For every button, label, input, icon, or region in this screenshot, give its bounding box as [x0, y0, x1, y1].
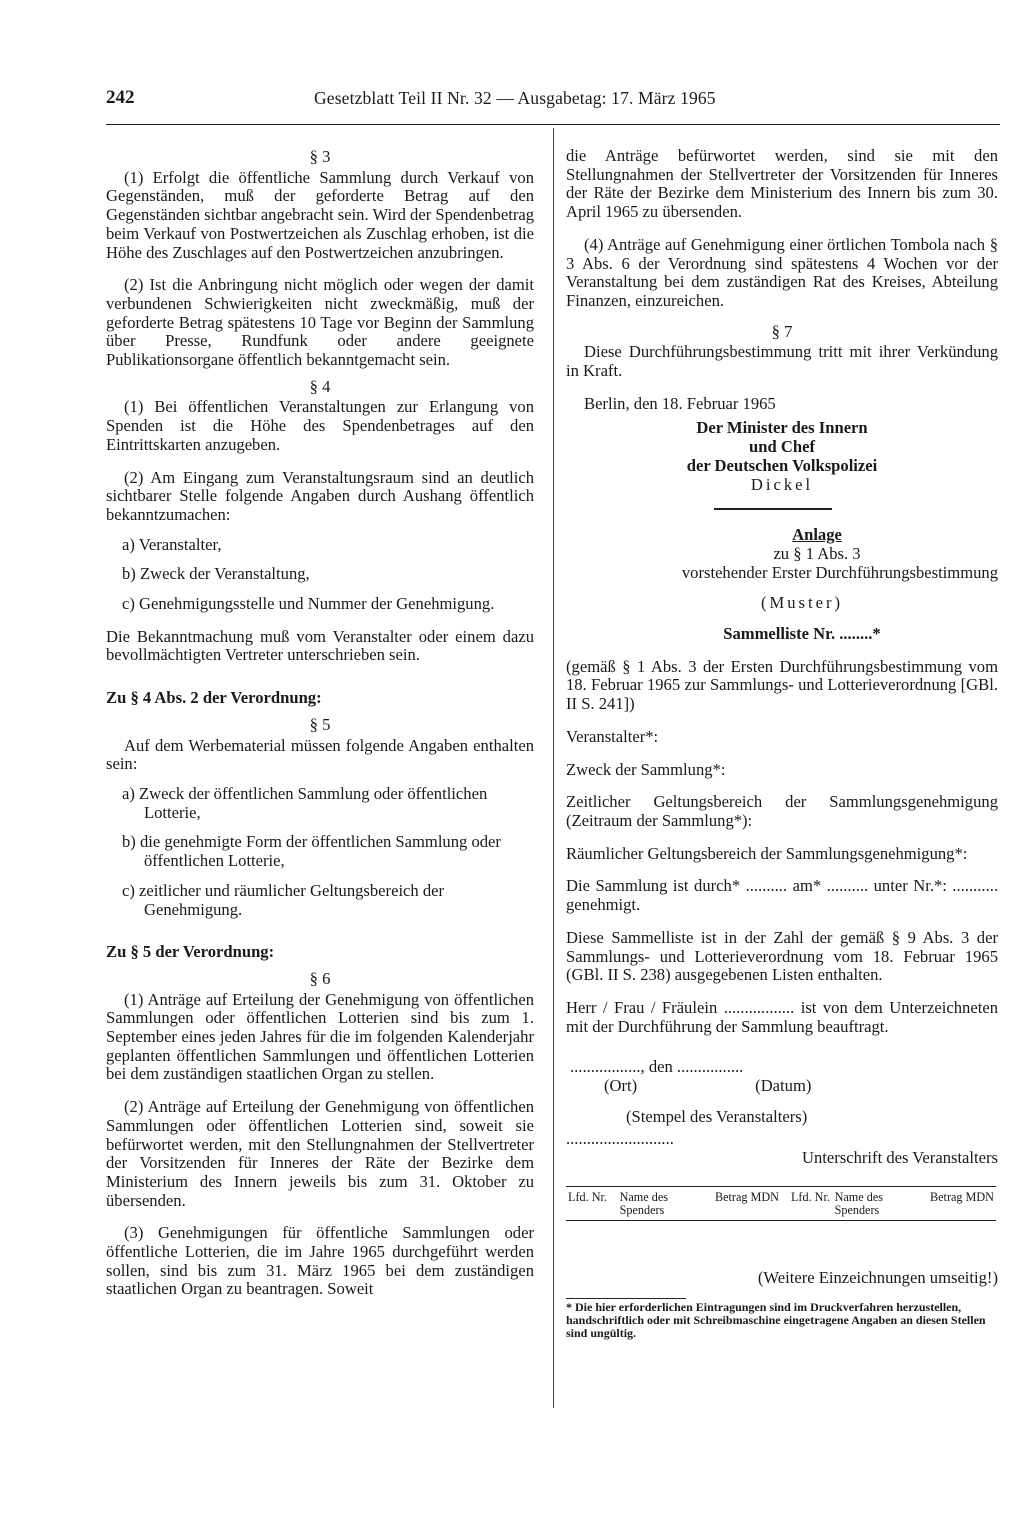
raeumlich-field: Räumlicher Geltungsbereich der Sammlungsgenehmigung*:	[566, 843, 968, 863]
ort-datum-line: ................., den ................	[570, 1057, 744, 1077]
column-header: Lfd. Nr.	[781, 1186, 833, 1220]
ort-datum-labels	[566, 1077, 998, 1096]
signer-title-2: und Chef	[749, 437, 815, 457]
zeitlich-field: Zeitlicher Geltungsbereich der Sammlungsgenehmigung (Zeitraum der Sammlung*):	[566, 792, 998, 830]
weitere-note: (Weitere Einzeichnungen umseitig!)	[757, 1267, 998, 1287]
section-3-paragraph-2: (2) Ist die Anbringung nicht möglich oder wegen der damit verbundenen Schwierigkeiten nicht zweckmäßig, muß der geforderte Betrag spätestens 10 Tage vor Beginn der Sammlung über Presse, Rundfunk oder andere geeignete Publikationsorgane öffentlich bekanntgemacht sein.	[106, 275, 534, 370]
list-item: a) Veranstalter,	[122, 534, 222, 554]
column-header: Name des Spenders	[833, 1186, 928, 1220]
sammelliste-title: Sammelliste Nr. ........*	[723, 624, 881, 644]
section-3-paragraph-1: (1) Erfolgt die öffentliche Sammlung durch Verkauf von Gegenständen, muß der geforderte Betrag auf den Gegenständen sichtbar angebracht sein. Wird der Spendenbetrag beim Verkauf von Postwertzeichen als Zuschlag erhoben, ist die Höhe des Zuschlages auf den Postwertzeichen anzubringen.	[106, 167, 535, 262]
header-title: Gesetzblatt Teil II Nr. 32 — Ausgabetag: 17. März 1965	[314, 88, 716, 108]
section-6-paragraph-2: (2) Anträge auf Erteilung der Genehmigung von öffentlichen Sammlungen oder öffentlichen Lotterien sind, soweit sie befürwortet werden, mit den Stellungnahmen der Stellvertreter der Vorsitzenden für Inneres der Räte der Bezirke dem Ministerium des Innern jeweils bis zum 31. Oktober zu übersenden.	[106, 1097, 534, 1210]
muster-label: (Muster)	[760, 593, 844, 613]
list-item: c) zeitlicher und räumlicher Geltungsbereich der Genehmigung.	[122, 880, 445, 919]
section-4-paragraph-1: (1) Bei öffentlichen Veranstaltungen zur Erlangung von Spenden ist die Höhe des Spendenbetrages auf den Eintrittskarten anzugeben.	[106, 397, 534, 454]
section-6-paragraph-3-continued: die Anträge befürwortet werden, sind sie mit den Stellungnahmen der Stellvertreter der Vorsitzenden für Inneres der Räte der Bezirke dem Ministerium des Innern bis zum 30. April 1965 zu übersenden.	[566, 146, 998, 222]
subheading-zu-4: Zu § 4 Abs. 2 der Verordnung:	[106, 688, 322, 708]
section-6-paragraph-4: (4) Anträge auf Genehmigung einer örtlichen Tombola nach § 3 Abs. 6 der Verordnung sind spätestens 4 Wochen vor der Veranstaltung bei dem zuständigen Rat des Kreises, Abteilung Finanzen, einzureichen.	[566, 234, 998, 310]
section-3-heading: § 3	[309, 147, 331, 166]
section-6-paragraph-3: (3) Genehmigungen für öffentliche Sammlungen oder öffentliche Lotterien, die im Jahre 1965 durchgeführt werden sollen, sind bis zum 31. März 1965 bei dem zuständigen staatlichen Organ zu beantragen. Soweit	[106, 1223, 534, 1299]
left-column	[106, 140, 534, 1299]
list-item: c) Genehmigungsstelle und Nummer der Genehmigung.	[122, 594, 495, 614]
subheading-zu-5: Zu § 5 der Verordnung:	[106, 942, 275, 962]
anlage-reference-1: zu § 1 Abs. 3	[773, 543, 861, 563]
unterschrift-label: Unterschrift des Veranstalters	[802, 1148, 998, 1168]
place-date: Berlin, den 18. Februar 1965	[584, 393, 776, 413]
column-divider	[553, 128, 554, 1408]
section-4-heading: § 4	[309, 376, 331, 396]
gemaess-note: (gemäß § 1 Abs. 3 der Ersten Durchführungsbestimmung vom 18. Februar 1965 zur Sammlungs- und Lotterieverordnung [GBl. II S. 241])	[566, 656, 998, 714]
column-header: Betrag MDN	[712, 1186, 781, 1220]
section-6-heading: § 6	[309, 968, 331, 988]
ort-label: (Ort)	[604, 1076, 638, 1096]
column-header: Name des Spenders	[618, 1186, 713, 1220]
signature-rule	[714, 508, 832, 510]
genehmigt-field: Die Sammlung ist durch* .......... am* .......... unter Nr.*: ........... genehmigt.	[566, 876, 998, 915]
column-header: Lfd. Nr.	[566, 1186, 618, 1220]
anlage-title: Anlage	[792, 525, 842, 545]
footnote: * Die hier erforderlichen Eintragungen sind im Druckverfahren herzustellen, handschriftlich oder mit Schreibmaschine eingetragene Angaben an diesen Stellen sind ungültig.	[566, 1299, 986, 1340]
signer-name: Dickel	[750, 474, 814, 494]
diese-sammelliste-text: Diese Sammelliste ist in der Zahl der gemäß § 9 Abs. 3 der Sammlungs- und Lotterieverordnung vom 18. Februar 1965 (GBl. II S. 238) ausgegebenen Listen enthalten.	[566, 927, 998, 985]
page-number: 242	[106, 87, 135, 108]
section-7-heading: § 7	[771, 321, 793, 341]
zweck-field: Zweck der Sammlung*:	[566, 759, 726, 779]
section-5-paragraph-1: Auf dem Werbematerial müssen folgende Angaben enthalten sein:	[106, 735, 534, 774]
herr-frau-field: Herr / Frau / Fräulein ................. ist von dem Unterzeichneten mit der Durchführung der Sammlung beauftragt.	[566, 997, 998, 1036]
section-5-heading: § 5	[309, 714, 331, 734]
veranstalter-field: Veranstalter*:	[566, 726, 659, 746]
datum-label: (Datum)	[755, 1076, 812, 1096]
right-column	[566, 147, 998, 1340]
section-4-paragraph-3: Die Bekanntmachung muß vom Veranstalter oder einem dazu bevollmächtigten Vertreter unterschrieben sein.	[106, 626, 534, 665]
page-header	[106, 89, 1000, 113]
donation-table	[566, 1186, 996, 1221]
header-rule	[106, 124, 1000, 125]
section-6-paragraph-1: (1) Anträge auf Erteilung der Genehmigung von öffentlichen Sammlungen oder öffentlichen Lotterien sind bis zum 1. September eines jeden Jahres für die im folgenden Kalenderjahr geplanten öffentlichen Sammlungen und öffentlichen Lotterien bei dem zuständigen staatlichen Organ zu stellen.	[106, 989, 534, 1084]
list-item: b) Zweck der Veranstaltung,	[122, 564, 310, 584]
anlage-reference-2: vorstehender Erster Durchführungsbestimmung	[681, 562, 998, 582]
signature-dots: ..........................	[566, 1129, 674, 1149]
section-4-paragraph-2: (2) Am Eingang zum Veranstaltungsraum sind an deutlich sichtbarer Stelle folgende Angaben durch Aushang öffentlich bekanntzumachen:	[106, 467, 534, 524]
table-header-row	[566, 1186, 996, 1220]
signer-title-1: Der Minister des Innern	[696, 418, 868, 438]
stempel-label: (Stempel des Veranstalters)	[626, 1106, 808, 1126]
list-item: b) die genehmigte Form der öffentlichen Sammlung oder öffentlichen Lotterie,	[122, 832, 501, 871]
section-7-paragraph-1: Diese Durchführungsbestimmung tritt mit ihrer Verkündung in Kraft.	[566, 342, 998, 381]
footnote-rule	[566, 1298, 686, 1299]
list-item: a) Zweck der öffentlichen Sammlung oder öffentlichen Lotterie,	[122, 783, 488, 822]
column-header: Betrag MDN	[927, 1186, 996, 1220]
signer-title-3: der Deutschen Volkspolizei	[686, 455, 878, 475]
